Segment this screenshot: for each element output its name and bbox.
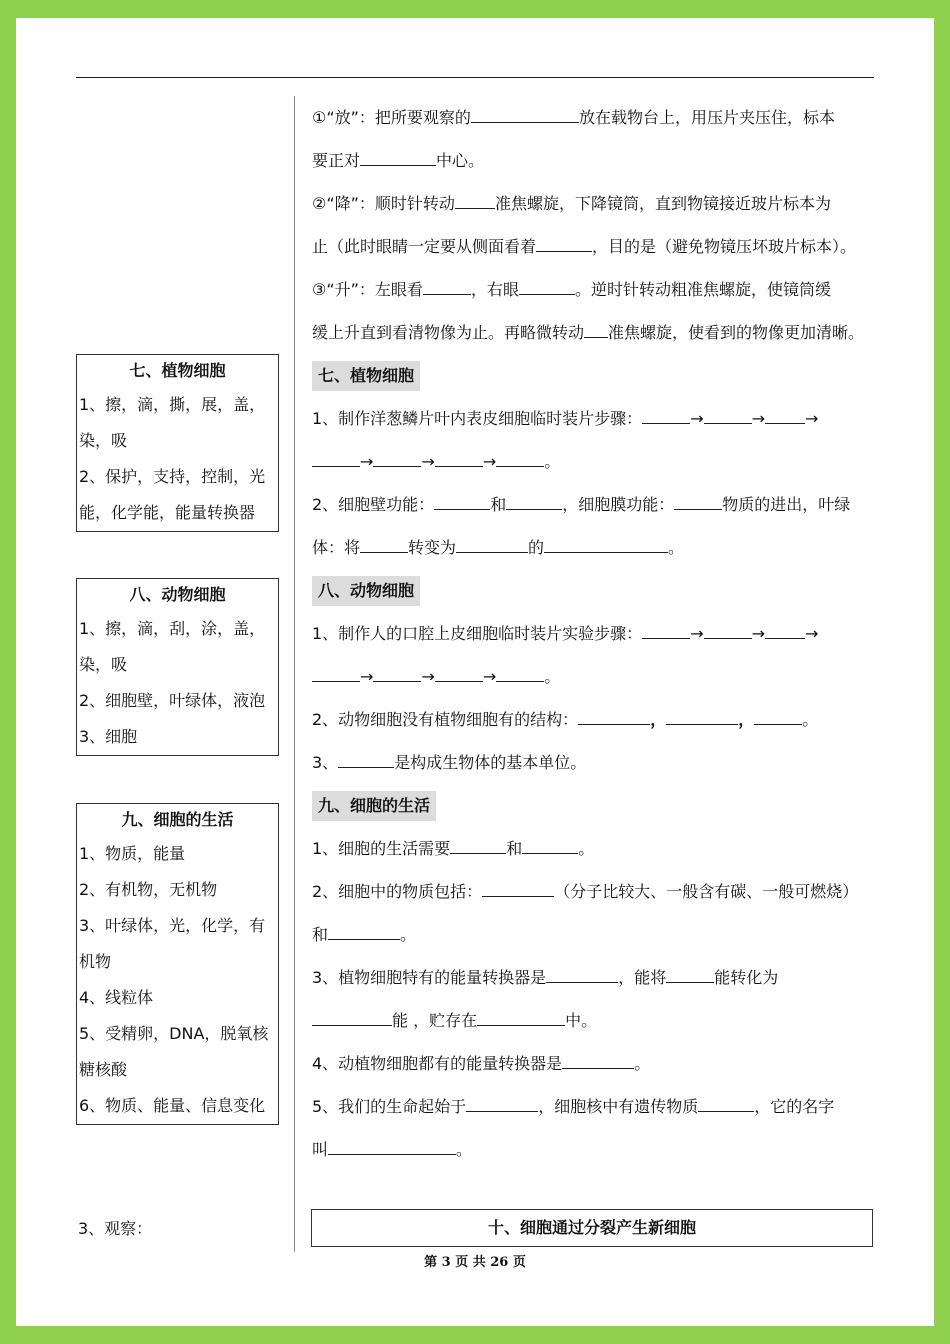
- question-line: [312, 526, 878, 569]
- question-line: [312, 1042, 878, 1085]
- question-text: 1、制作人的口腔上皮细胞临时装片实验步骤：: [312, 624, 643, 643]
- fill-blank[interactable]: [455, 193, 495, 209]
- question-line: [312, 96, 878, 139]
- arrow-icon: →: [360, 452, 374, 471]
- question-line: [312, 139, 878, 182]
- fill-blank[interactable]: [312, 666, 360, 682]
- fill-blank[interactable]: [765, 408, 805, 424]
- question-text: 。: [544, 667, 561, 686]
- question-text: 的: [528, 538, 545, 557]
- answer-box-animal-cell: [76, 578, 279, 756]
- fill-blank[interactable]: [698, 1096, 754, 1112]
- worksheet-page: [16, 18, 934, 1326]
- question-column: [312, 96, 878, 1171]
- arrow-icon: →: [360, 667, 374, 686]
- answer-line: 6、物质、能量、信息变化: [79, 1096, 266, 1115]
- question-text: 1、制作洋葱鳞片叶内表皮细胞临时装片步骤：: [312, 409, 643, 428]
- question-text: 和: [506, 839, 523, 858]
- question-text: 2、细胞中的物质包括：: [312, 882, 483, 901]
- question-text: 中。: [565, 1011, 598, 1030]
- answer-box-title: 七、植物细胞: [129, 361, 226, 380]
- question-text: 。: [456, 1140, 473, 1159]
- question-line: [312, 913, 878, 956]
- fill-blank[interactable]: [496, 451, 544, 467]
- arrow-icon: →: [751, 409, 765, 428]
- question-text: 能转化为: [714, 968, 779, 987]
- question-text: 4、动植物细胞都有的能量转换器是: [312, 1054, 563, 1073]
- fill-blank[interactable]: [312, 1010, 392, 1026]
- fill-blank[interactable]: [666, 967, 714, 983]
- top-rule: [76, 77, 874, 78]
- question-text: ，: [738, 710, 755, 729]
- answer-box-title: 八、动物细胞: [129, 585, 226, 604]
- fill-blank[interactable]: [544, 537, 668, 553]
- page-footer: 第 3 页 共 26 页: [424, 1255, 526, 1270]
- question-text: 。: [668, 538, 685, 557]
- question-text: 。: [544, 452, 561, 471]
- question-text: 能 ，贮存在: [392, 1011, 478, 1030]
- answer-line: 1、擦，滴，刮，涂，盖，: [79, 619, 266, 638]
- question-text: 准焦螺旋，使看到的物像更加清晰。: [608, 323, 865, 342]
- fill-blank[interactable]: [578, 709, 650, 725]
- arrow-icon: →: [805, 624, 819, 643]
- question-text: 3、植物细胞特有的能量转换器是: [312, 968, 547, 987]
- answer-line: 1、擦，滴，撕，展，盖，: [79, 395, 266, 414]
- answer-line: 5、受精卵，DNA，脱氧核: [79, 1024, 269, 1043]
- question-text: 。: [578, 839, 595, 858]
- fill-blank[interactable]: [328, 1139, 456, 1155]
- question-text: 是构成生物体的基本单位。: [394, 753, 587, 772]
- fill-blank[interactable]: [450, 838, 506, 854]
- question-line: [312, 440, 878, 483]
- column-divider: [294, 96, 295, 1252]
- question-line: [312, 956, 878, 999]
- question-line: [312, 268, 878, 311]
- question-line: [312, 397, 878, 440]
- question-text: ②“降”：顺时针转动: [312, 194, 455, 213]
- arrow-icon: →: [482, 452, 497, 471]
- fill-blank[interactable]: [482, 881, 554, 897]
- fill-blank[interactable]: [360, 537, 408, 553]
- question-line: [312, 1128, 878, 1171]
- fill-blank[interactable]: [642, 408, 690, 424]
- fill-blank[interactable]: [328, 924, 400, 940]
- question-line: [312, 1085, 878, 1128]
- fill-blank[interactable]: [471, 107, 579, 123]
- answer-line: 2、有机物，无机物: [79, 880, 218, 899]
- question-text: 和: [490, 495, 507, 514]
- answer-line: 2、保护，支持，控制，光: [79, 467, 266, 486]
- question-line: [312, 182, 878, 225]
- fill-blank[interactable]: [423, 279, 471, 295]
- question-text: 准焦螺旋，下降镜筒，直到物镜接近玻片标本为: [494, 194, 831, 213]
- answer-box-plant-cell: [76, 354, 279, 532]
- question-text: 放在载物台上，用压片夹压住，标本: [578, 108, 835, 127]
- question-text: ，它的名字: [754, 1097, 835, 1116]
- answer-line: 染，吸: [79, 431, 128, 450]
- question-line: [312, 612, 878, 655]
- answer-line: 2、细胞壁，叶绿体，液泡: [79, 691, 266, 710]
- answer-line: 机物: [79, 952, 112, 971]
- question-text: 缓上升直到看清物像为止。再略微转动: [312, 323, 585, 342]
- fill-blank[interactable]: [536, 236, 592, 252]
- question-text: 。逆时针转动粗准焦螺旋，使镜筒缓: [574, 280, 831, 299]
- question-text: ，: [650, 710, 667, 729]
- answer-line: 能，化学能，能量转换器: [79, 503, 256, 522]
- fill-blank[interactable]: [373, 451, 421, 467]
- fill-blank[interactable]: [522, 838, 578, 854]
- fill-blank[interactable]: [435, 666, 483, 682]
- question-text: ①“放”：把所要观察的: [312, 108, 471, 127]
- question-text: 。: [802, 710, 819, 729]
- question-text: 1、细胞的生活需要: [312, 839, 451, 858]
- question-line: [312, 311, 878, 354]
- fill-blank[interactable]: [584, 322, 608, 338]
- answer-box-title: 九、细胞的生活: [121, 810, 234, 829]
- fill-blank[interactable]: [546, 967, 618, 983]
- question-text: 体：将: [312, 538, 361, 557]
- question-text: 转变为: [408, 538, 457, 557]
- fill-blank[interactable]: [642, 623, 690, 639]
- arrow-icon: →: [482, 667, 497, 686]
- question-text: 叫: [312, 1140, 329, 1159]
- answer-line: 3、叶绿体，光，化学，有: [79, 916, 266, 935]
- answer-line: 糖核酸: [79, 1060, 128, 1079]
- question-text: ，细胞膜功能：: [562, 495, 675, 514]
- question-text: 和: [312, 925, 329, 944]
- question-text: 2、细胞壁功能：: [312, 495, 435, 514]
- answer-line: 染，吸: [79, 655, 128, 674]
- fill-blank[interactable]: [312, 451, 360, 467]
- fill-blank[interactable]: [477, 1010, 565, 1026]
- fill-blank[interactable]: [506, 494, 562, 510]
- question-line: [312, 741, 878, 784]
- section-heading-cell-life: 九、细胞的生活: [312, 791, 436, 821]
- question-text: 。: [400, 925, 417, 944]
- observe-note: 3、观察：: [78, 1219, 153, 1238]
- question-text: ，能将: [618, 968, 667, 987]
- question-text: 物质的进出，叶绿: [722, 495, 851, 514]
- question-line: [312, 827, 878, 870]
- question-text: 5、我们的生命起始于: [312, 1097, 467, 1116]
- fill-blank[interactable]: [754, 709, 802, 725]
- question-text: 中心。: [436, 151, 485, 170]
- question-line: [312, 870, 878, 913]
- question-line: [312, 655, 878, 698]
- fill-blank[interactable]: [466, 1096, 538, 1112]
- question-text: ，目的是（避免物镜压坏玻片标本）。: [592, 237, 857, 256]
- arrow-icon: →: [421, 667, 435, 686]
- fill-blank[interactable]: [562, 1053, 634, 1069]
- arrow-icon: →: [751, 624, 765, 643]
- question-text: ，右眼: [470, 280, 519, 299]
- section-heading-cell-division: 十、细胞通过分裂产生新细胞: [311, 1209, 873, 1247]
- question-text: 止（此时眼睛一定要从侧面看着: [312, 237, 537, 256]
- arrow-icon: →: [690, 624, 704, 643]
- section-heading-plant-cell: 七、植物细胞: [312, 361, 420, 391]
- arrow-icon: →: [421, 452, 435, 471]
- fill-blank[interactable]: [360, 150, 436, 166]
- fill-blank[interactable]: [373, 666, 421, 682]
- question-text: 要正对: [312, 151, 361, 170]
- fill-blank[interactable]: [519, 279, 575, 295]
- fill-blank[interactable]: [338, 752, 394, 768]
- fill-blank[interactable]: [674, 494, 722, 510]
- answer-line: 3、细胞: [79, 727, 138, 746]
- fill-blank[interactable]: [704, 623, 752, 639]
- fill-blank[interactable]: [666, 709, 738, 725]
- answer-box-cell-life: [76, 803, 279, 1125]
- question-text: ，细胞核中有遗传物质: [538, 1097, 699, 1116]
- question-line: [312, 999, 878, 1042]
- question-text: （分子比较大、一般含有碳、一般可燃烧）: [554, 882, 859, 901]
- question-line: [312, 483, 878, 526]
- question-line: [312, 225, 878, 268]
- fill-blank[interactable]: [704, 408, 752, 424]
- question-text: 2、动物细胞没有植物细胞有的结构：: [312, 710, 579, 729]
- section-heading-animal-cell: 八、动物细胞: [312, 576, 420, 606]
- arrow-icon: →: [690, 409, 704, 428]
- question-line: [312, 698, 878, 741]
- answer-line: 1、物质，能量: [79, 844, 186, 863]
- fill-blank[interactable]: [496, 666, 544, 682]
- arrow-icon: →: [805, 409, 819, 428]
- answer-line: 4、线粒体: [79, 988, 154, 1007]
- question-text: 3、: [312, 753, 339, 772]
- question-text: 。: [634, 1054, 651, 1073]
- fill-blank[interactable]: [456, 537, 528, 553]
- fill-blank[interactable]: [434, 494, 490, 510]
- fill-blank[interactable]: [765, 623, 805, 639]
- fill-blank[interactable]: [435, 451, 483, 467]
- question-text: ③“升”：左眼看: [312, 280, 423, 299]
